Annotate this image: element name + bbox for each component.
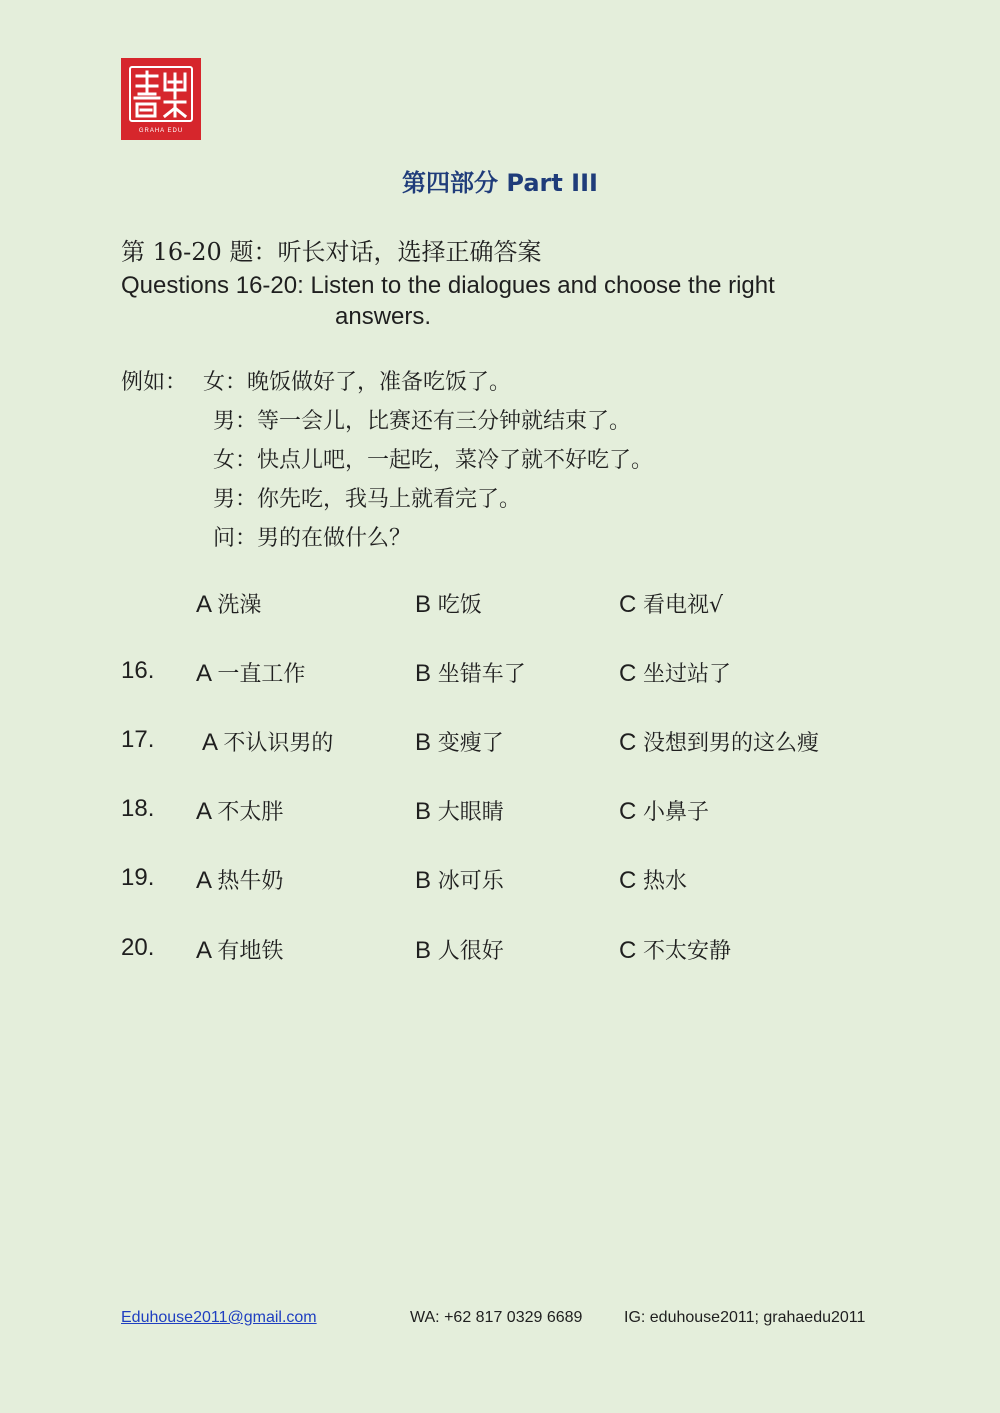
logo-caption: GRAHA EDU: [138, 128, 184, 134]
example-dialog-line: 男：你先吃，我马上就看完了。: [213, 487, 522, 512]
option-text: 小鼻子: [643, 800, 710, 825]
option-text: 不认识男的: [223, 731, 334, 756]
option-c: [619, 795, 709, 826]
footer-whatsapp: WA: +62 817 0329 6689: [410, 1309, 583, 1326]
option-text: 不太胖: [217, 800, 284, 825]
example-question: 问：男的在做什么？: [213, 526, 412, 551]
option-text: 大眼睛: [437, 800, 504, 825]
option-a: [196, 588, 261, 619]
option-a: [196, 795, 283, 826]
footer-email: [121, 1309, 317, 1327]
option-text: 一直工作: [217, 662, 306, 687]
graha-edu-logo: [121, 58, 201, 140]
option-letter: C: [619, 798, 637, 825]
option-b: [415, 657, 526, 688]
option-text: 有地铁: [217, 939, 284, 964]
question-row-19: [0, 864, 1000, 898]
option-letter: C: [619, 867, 637, 894]
option-letter: B: [415, 729, 432, 756]
question-number: 16.: [121, 657, 155, 684]
option-a: [196, 657, 305, 688]
question-number: 18.: [121, 795, 155, 822]
option-text: 看电视√: [643, 593, 724, 618]
option-a: [196, 934, 283, 965]
option-c: [619, 657, 731, 688]
option-c: [619, 726, 819, 757]
question-number: 17.: [121, 726, 155, 753]
option-a: [196, 864, 283, 895]
option-text: 热水: [643, 869, 688, 894]
footer-instagram: IG: eduhouse2011; grahaedu2011: [624, 1309, 866, 1326]
question-row-20: [0, 934, 1000, 968]
option-letter: B: [415, 937, 432, 964]
option-a: [202, 726, 333, 757]
option-b: [415, 795, 504, 826]
option-text: 不太安静: [643, 939, 732, 964]
option-text: 吃饭: [437, 593, 482, 618]
option-text: 坐过站了: [643, 662, 732, 687]
option-letter: B: [415, 660, 432, 687]
option-letter: A: [196, 591, 211, 618]
instructions-english-line1: Questions 16-20: Listen to the dialogues and choose the right: [121, 272, 775, 299]
option-text: 洗澡: [217, 593, 262, 618]
option-text: 人很好: [437, 939, 504, 964]
option-letter: B: [415, 591, 432, 618]
option-letter: B: [415, 798, 432, 825]
option-letter: A: [196, 660, 211, 687]
option-text: 坐错车了: [437, 662, 526, 687]
example-dialog-line: 女：快点儿吧，一起吃，菜冷了就不好吃了。: [213, 448, 654, 473]
option-letter: C: [619, 937, 637, 964]
instructions-chinese: 第 16-20 题：听长对话，选择正确答案: [121, 238, 542, 266]
option-c: [619, 934, 731, 965]
option-b: [415, 934, 504, 965]
question-row-17: [0, 726, 1000, 760]
option-letter: A: [196, 937, 211, 964]
option-letter: A: [202, 729, 217, 756]
option-letter: C: [619, 591, 637, 618]
option-text: 冰可乐: [437, 869, 504, 894]
option-text: 没想到男的这么瘦: [643, 731, 820, 756]
option-letter: A: [196, 798, 211, 825]
option-text: 变瘦了: [437, 731, 504, 756]
question-row-18: [0, 795, 1000, 829]
email-link[interactable]: Eduhouse2011@gmail.com: [121, 1309, 317, 1326]
example-label: 例如：: [121, 370, 188, 395]
question-row-16: [0, 657, 1000, 691]
option-b: [415, 588, 482, 619]
instructions-english-line2: answers.: [335, 303, 432, 330]
example-dialog-line: 女：晚饭做好了，准备吃饭了。: [203, 370, 512, 395]
option-letter: C: [619, 660, 637, 687]
option-letter: C: [619, 729, 637, 756]
option-c: [619, 588, 723, 619]
option-c: [619, 864, 687, 895]
option-text: 热牛奶: [217, 869, 284, 894]
option-letter: B: [415, 867, 432, 894]
option-b: [415, 726, 504, 757]
logo-glyph-icon: [131, 68, 191, 120]
example-options-row: [0, 588, 1000, 622]
instructions-english: [121, 270, 881, 332]
option-letter: A: [196, 867, 211, 894]
question-number: 19.: [121, 864, 155, 891]
section-title: 第四部分 Part III: [402, 169, 598, 197]
example-dialog-line: 男：等一会儿，比赛还有三分钟就结束了。: [213, 409, 632, 434]
question-number: 20.: [121, 934, 155, 961]
option-b: [415, 864, 504, 895]
